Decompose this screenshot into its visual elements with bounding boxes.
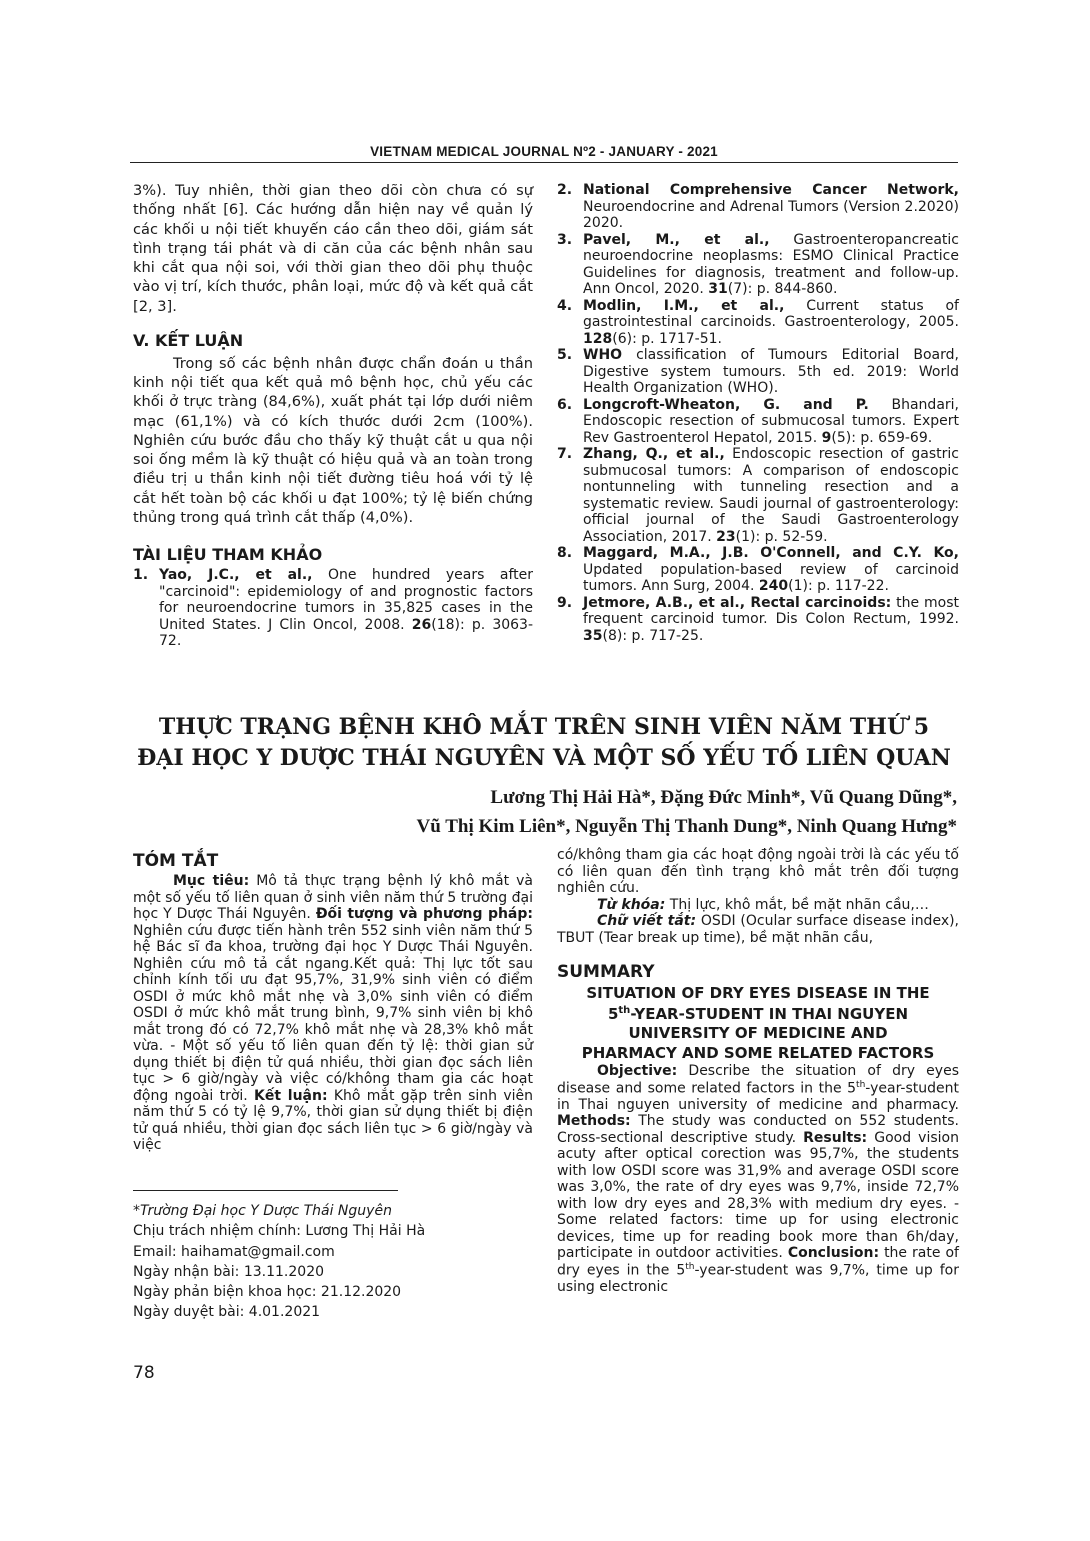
abbreviations: Chữ viết tắt: OSDI (Ocular surface disease index), TBUT (Tear break up time), bề mặt nhãn cầu, bbox=[557, 913, 960, 946]
summary-heading: SUMMARY bbox=[557, 962, 655, 983]
footnote-accepted: Ngày duyệt bài: 4.01.2021 bbox=[133, 1304, 321, 1321]
reference-number: 9. bbox=[557, 594, 573, 611]
reference-item bbox=[557, 397, 959, 447]
intro-paragraph: 3%). Tuy nhiên, thời gian theo dõi còn chưa có sự thống nhất [6]. Các hướng dẫn hiện nay về quản lý các khối u nội tiết khuyến cáo cần theo dõi, giám sát tình trạng tái phát và di căn của các bệnh nhân sau khi cắt qua nội soi, với thời gian theo dõi phụ thuộc vào vị trí, kích thước, phân loại, mức độ và kết quả cắt [2, 3]. bbox=[133, 182, 533, 315]
reference-item bbox=[557, 347, 959, 397]
reference-text: Modlin, I.M., et al., Current status of gastrointestinal carcinoids. Gastroenterology, 2005. 128(6): p. 1717-51. bbox=[583, 297, 959, 347]
left-column-upper bbox=[133, 181, 533, 650]
reference-number: 7. bbox=[557, 446, 573, 463]
references-heading: TÀI LIỆU THAM KHẢO bbox=[133, 545, 323, 565]
footnote-email: Email: haihamat@gmail.com bbox=[133, 1243, 335, 1260]
abstract-vi-paragraph: Mục tiêu: Mô tả thực trạng bệnh lý khô mắt và một số yếu tố liên quan ở sinh viên năm thứ 5 trường đại học Y Dược Thái Nguyên. Đối tượng và phương pháp: Nghiên cứu được tiến hành trên 552 sinh viên năm thứ 5 hệ Bác sĩ đa khoa, trường đại học Y Dược Thái Nguyên. Nghiên cứu mô tả cắt ngang.Kết quả: Thị lực tốt sau chỉnh kính tối ưu đạt 95,7%, 31,9% sinh viên có điểm OSDI ở mức khô mắt nhẹ và 3,0% sinh viên có điểm OSDI ở mức khô mắt trung bình, 9,7% sinh viên bị khô mắt trong đó có 72,7% khô mắt nhẹ và 28,3% khô mắt vừa. - Một số yếu tố liên quan đến tỷ lệ: thời gian sử dụng thiết bị điện tử quá nhiều, thời gian đọc sách liên tục > 6 giờ/ngày và việc có/không tham gia các hoạt động ngoài trời. Kết luận: Khô mắt gặp trên sinh viên năm thứ 5 có tỷ lệ 9,7%, thời gian sử dụng thiết bị điện tử quá nhiều, thời gian đọc sách liên tục > 6 giờ/ngày và việc bbox=[133, 873, 533, 1154]
reference-number: 2. bbox=[557, 182, 573, 198]
article-authors bbox=[417, 784, 957, 841]
article-title-line: THỰC TRẠNG BỆNH KHÔ MẮT TRÊN SINH VIÊN NĂM THỨ 5 bbox=[158, 714, 930, 740]
authors-line: Lương Thị Hải Hà*, Đặng Đức Minh*, Vũ Quang Dũng*, bbox=[490, 787, 957, 808]
abstract-continued bbox=[557, 847, 959, 1296]
reference-item bbox=[557, 182, 959, 232]
page-number: 78 bbox=[133, 1363, 155, 1383]
summary-title: SITUATION OF DRY EYES DISEASE IN THE 5th-YEAR-STUDENT IN THAI NGUYEN UNIVERSITY OF MEDICINE AND PHARMACY AND SOME RELATED FACTORS bbox=[581, 984, 935, 1062]
abstract-vi bbox=[133, 851, 533, 1154]
header-divider bbox=[130, 162, 958, 163]
reference-text: National Comprehensive Cancer Network, Neuroendocrine and Adrenal Tumors (Version 2.2020) 2020. bbox=[583, 182, 959, 232]
reference-number: 1. bbox=[133, 567, 149, 584]
reference-number: 6. bbox=[557, 396, 573, 413]
summary-paragraph: Objective: Describe the situation of dry eyes disease and some related factors in the 5th-year-student in Thai nguyen university of medicine and pharmacy. Methods: The study was conducted on 552 students. Cross-sectional descriptive study. Results: Good vision acuty after optical corection was 95,7%, the students with low OSDI score was 31,9% and average OSDI score was 3,0%, the rate of dry eyes was 9,7%, inside 72,7% with low dry eyes and 28,3% with medium dry eyes. - Some related factors: time up for using electronic devices, time up for reading book more than 6h/day, participate in outdoor activities. Conclusion: the rate of dry eyes in the 5th-year-student was 9,7%, time up for using electronic bbox=[557, 1063, 959, 1296]
journal-header: VIETNAM MEDICAL JOURNAL Nº2 - JANUARY - 2021 bbox=[370, 144, 718, 159]
footnote-responsible: Chịu trách nhiệm chính: Lương Thị Hải Hà bbox=[133, 1223, 426, 1240]
footnote-divider bbox=[133, 1190, 398, 1191]
reference-item bbox=[557, 545, 959, 595]
reference-text: Maggard, M.A., J.B. O'Connell, and C.Y. Ko, Updated population-based review of carcinoid tumors. Ann Surg, 2004. 240(1): p. 117-22. bbox=[583, 545, 959, 595]
reference-item bbox=[557, 595, 959, 645]
article-title-line: ĐẠI HỌC Y DƯỢC THÁI NGUYÊN VÀ MỘT SỐ YẾU TỐ LIÊN QUAN bbox=[137, 745, 951, 772]
keywords: Từ khóa: Thị lực, khô mắt, bề mặt nhãn cầu,… bbox=[597, 896, 929, 913]
abstract-vi-heading: TÓM TẮT bbox=[133, 851, 219, 871]
reference-text: WHO classification of Tumours Editorial Board, Digestive system tumours. 5th ed. 2019: World Health Organization (WHO). bbox=[583, 347, 959, 397]
footnote-affiliation: *Trường Đại học Y Dược Thái Nguyên bbox=[133, 1203, 392, 1219]
reference-text: Yao, J.C., et al., One hundred years after "carcinoid": epidemiology of and prognostic factors for neuroendocrine tumors in 35,825 cases in the United States. J Clin Oncol, 2008. 26(18): p. 3063-72. bbox=[159, 567, 533, 650]
reference-number: 4. bbox=[557, 297, 573, 314]
reference-text: Zhang, Q., et al., Endoscopic resection of gastric submucosal tumors: A comparison of endoscopic nontunneling with tunneling resection and a systematic review. Saudi journal of gastroenterology: official journal of the Saudi Gastroenterology Association, 2017. 23(1): p. 52-59. bbox=[583, 446, 959, 545]
footnote bbox=[133, 1201, 425, 1323]
reference-text: Jetmore, A.B., et al., Rectal carcinoids: the most frequent carcinoid tumor. Dis Colon Rectum, 1992. 35(8): p. 717-25. bbox=[583, 594, 959, 644]
conclusion-paragraph: Trong số các bệnh nhân được chẩn đoán u thần kinh nội tiết qua kết quả mô bệnh học, chủ yếu các khối ở trực tràng (84,6%), xuất phát tại lớp dưới niêm mạc (61,1%) và có kích thước dưới 2cm (100%). Nghiên cứu bước đầu cho thấy kỹ thuật cắt u qua nội soi ống mềm là kỹ thuật có hiệu quả và an toàn trong điều trị u thần kinh nội tiết đường tiêu hoá với tỷ lệ cắt hết toàn bộ các khối u đạt 100%; tỷ lệ biến chứng thủng trong quá trình cắt thấp (4,0%). bbox=[133, 354, 533, 526]
reference-item bbox=[557, 298, 959, 348]
reference-text: Pavel, M., et al., Gastroenteropancreatic neuroendocrine neoplasms: ESMO Clinical Practice Guidelines for diagnosis, treatment and follow-up. Ann Oncol, 2020. 31(7): p. 844-860. bbox=[583, 231, 959, 298]
conclusion-heading: V. KẾT LUẬN bbox=[133, 330, 244, 350]
reference-item bbox=[133, 567, 533, 650]
reference-text: Longcroft-Wheaton, G. and P. Bhandari, Endoscopic resection of submucosal tumors. Expert Rev Gastroenterol Hepatol, 2015. 9(5): p. 659-69. bbox=[583, 396, 959, 446]
article-title bbox=[130, 712, 958, 774]
right-column-references bbox=[557, 182, 959, 644]
reference-item bbox=[557, 446, 959, 545]
reference-number: 3. bbox=[557, 231, 573, 248]
footnote-reviewed: Ngày phản biện khoa học: 21.12.2020 bbox=[133, 1284, 402, 1301]
footnote-received: Ngày nhận bài: 13.11.2020 bbox=[133, 1263, 325, 1280]
reference-item bbox=[557, 232, 959, 298]
reference-number: 5. bbox=[557, 347, 573, 364]
abstract-vi-continued: có/không tham gia các hoạt động ngoài trời là các yếu tố có liên quan đến tình trạng khô mắt trên đối tượng nghiên cứu. bbox=[557, 847, 959, 897]
authors-line: Vũ Thị Kim Liên*, Nguyễn Thị Thanh Dung*, Ninh Quang Hưng* bbox=[416, 815, 957, 837]
reference-number: 8. bbox=[557, 545, 573, 562]
